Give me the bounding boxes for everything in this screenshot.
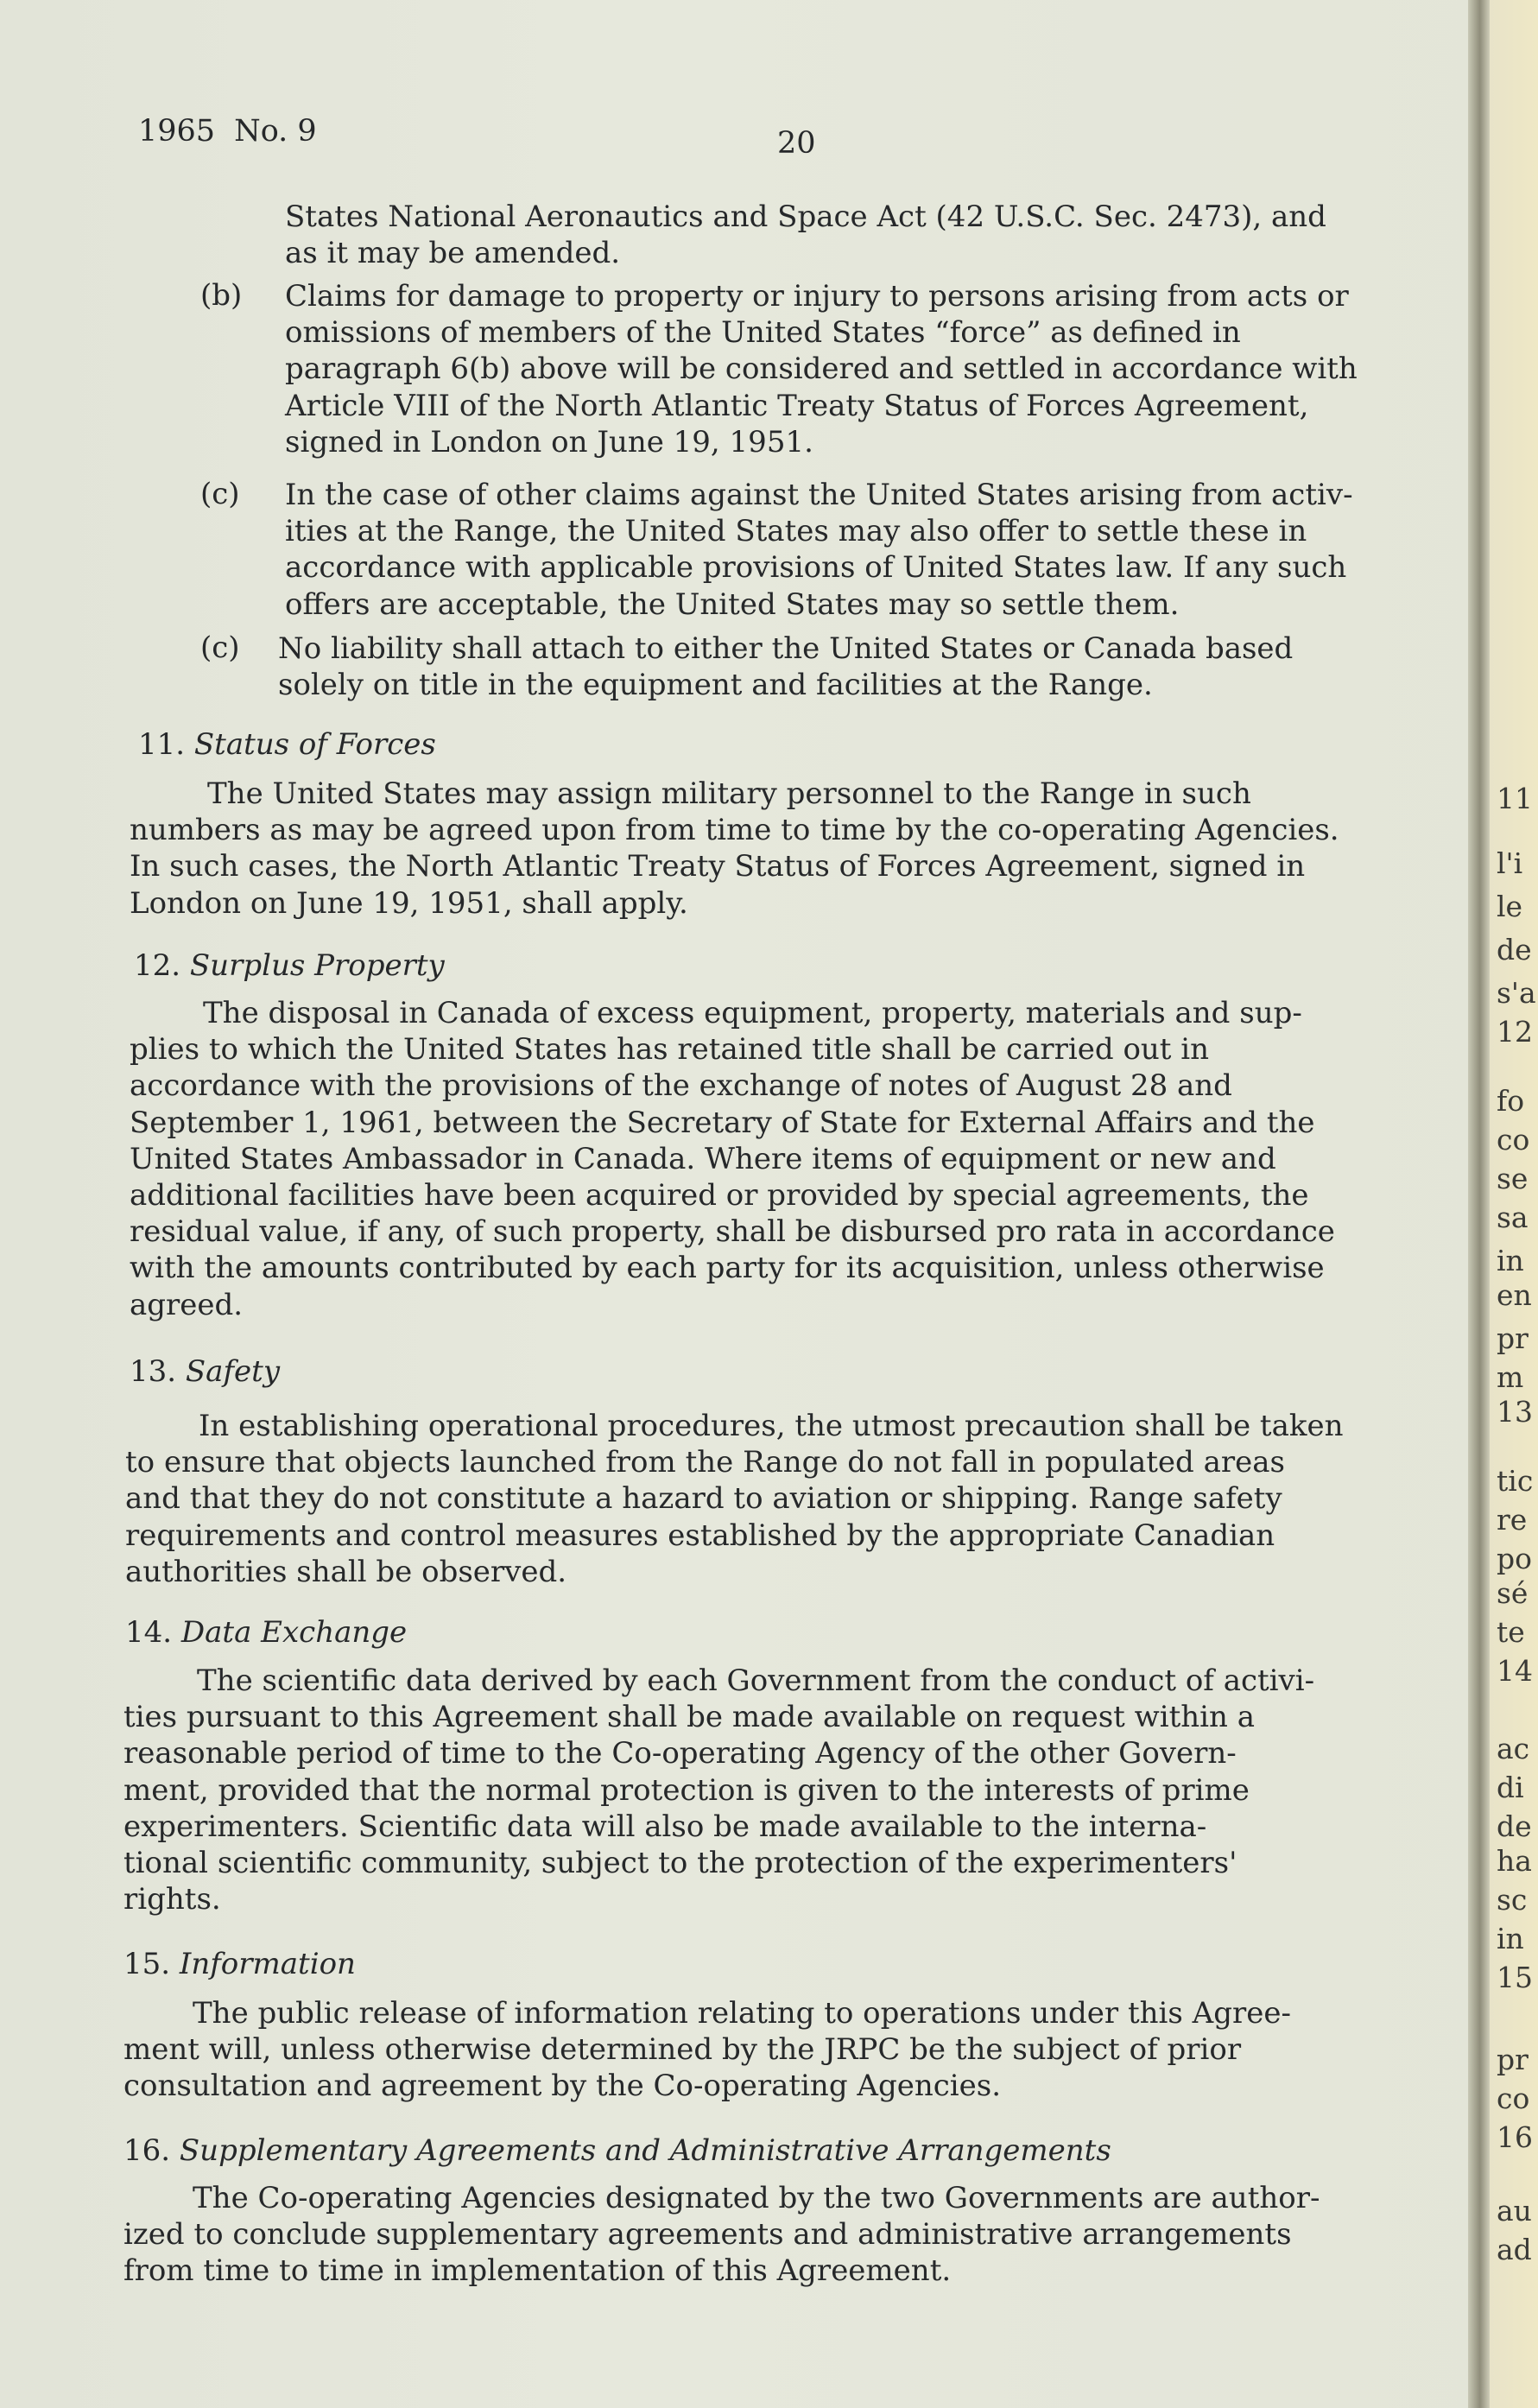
section-heading-13: [130, 1354, 280, 1389]
section-number: 11.: [138, 727, 186, 762]
facing-page-fragment: in: [1497, 1244, 1524, 1277]
text-line: United States Ambassador in Canada. Where items of equipment or new and: [130, 1141, 1276, 1176]
page-header: [138, 114, 1451, 166]
facing-page-fragment: in: [1497, 1922, 1524, 1955]
section-paragraph-15: [123, 1995, 1438, 2105]
facing-page-fragment: 14: [1497, 1654, 1533, 1688]
section-title: Information: [179, 1947, 356, 1981]
facing-page-fragment: ad: [1497, 2233, 1532, 2266]
item-label: (c): [200, 631, 240, 665]
text-line: agreed.: [130, 1287, 244, 1322]
text-line: States National Aeronautics and Space Act (42 U.S.C. Sec. 2473), and: [285, 200, 1326, 234]
facing-page-fragment: co: [1497, 2082, 1530, 2115]
facing-page-fragment: 16: [1497, 2120, 1533, 2154]
facing-page-fragment: pr: [1497, 1321, 1529, 1355]
text-line: paragraph 6(b) above will be considered and settled in accordance with: [285, 352, 1358, 387]
item-paragraph: [278, 631, 1438, 703]
facing-page-fragment: sc: [1497, 1883, 1528, 1917]
text-line: No liability shall attach to either the United States or Canada based: [278, 631, 1294, 666]
facing-page-fragment: m: [1497, 1360, 1524, 1394]
text-line: residual value, if any, of such property, shall be disbursed pro rata in accordance: [130, 1214, 1335, 1250]
text-line: numbers as may be agreed upon from time to time by the co-operating Agencies.: [130, 813, 1339, 848]
facing-page-fragment: fo: [1497, 1084, 1525, 1118]
section-number: 14.: [125, 1615, 173, 1650]
text-line: The scientific data derived by each Government from the conduct of activi-: [197, 1663, 1315, 1698]
text-line: Claims for damage to property or injury to persons arising from acts or: [285, 279, 1349, 314]
facing-page-fragment: en: [1497, 1278, 1532, 1312]
item-paragraph: [285, 278, 1438, 460]
text-line: The disposal in Canada of excess equipment, property, materials and sup-: [203, 996, 1302, 1030]
section-number: 16.: [123, 2133, 171, 2168]
text-line: authorities shall be observed.: [125, 1554, 567, 1589]
text-line: London on June 19, 1951, shall apply.: [130, 885, 688, 921]
text-line: and that they do not constitute a hazard to aviation or shipping. Range safety: [125, 1481, 1282, 1517]
facing-page-fragment: de: [1497, 933, 1532, 966]
text-line: Article VIII of the North Atlantic Treaty Status of Forces Agreement,: [285, 388, 1309, 423]
continuation-paragraph: [285, 199, 1438, 271]
section-title: Supplementary Agreements and Administrative Arrangements: [179, 2133, 1111, 2168]
facing-page-edge: [1490, 0, 1538, 2408]
facing-page-fragment: se: [1497, 1162, 1529, 1195]
section-number: 12.: [134, 948, 181, 983]
facing-page-fragment: 12: [1497, 1015, 1533, 1049]
text-line: ities at the Range, the United States may also offer to settle these in: [285, 514, 1307, 549]
facing-page-fragment: sé: [1497, 1576, 1529, 1610]
facing-page-fragment: l'i: [1497, 846, 1523, 880]
text-line: The public release of information relating to operations under this Agree-: [193, 1996, 1291, 2031]
section-heading-16: [123, 2133, 1111, 2168]
section-heading-12: [134, 948, 445, 983]
text-line: ment, provided that the normal protection is given to the interests of prime: [123, 1772, 1250, 1808]
text-line: September 1, 1961, between the Secretary of State for External Affairs and the: [130, 1105, 1315, 1140]
facing-page-fragment: co: [1497, 1123, 1530, 1156]
section-heading-15: [123, 1947, 356, 1981]
section-title: Safety: [185, 1354, 281, 1389]
section-paragraph-16: [123, 2180, 1438, 2290]
text-line: with the amounts contributed by each party for its acquisition, unless otherwise: [130, 1251, 1325, 1286]
facing-page-fragment: au: [1497, 2194, 1532, 2227]
header-citation: [138, 114, 336, 149]
text-line: accordance with applicable provisions of United States law. If any such: [285, 550, 1347, 586]
facing-page-fragment: 11: [1497, 782, 1533, 815]
section-paragraph-12: [130, 995, 1438, 1323]
facing-page-fragment: sa: [1497, 1201, 1529, 1234]
text-line: tional scientific community, subject to the protection of the experimenters': [123, 1846, 1237, 1881]
text-line: solely on title in the equipment and facilities at the Range.: [278, 668, 1153, 703]
text-line: offers are acceptable, the United States may so settle them.: [285, 586, 1180, 622]
facing-page-fragment: re: [1497, 1503, 1528, 1537]
text-line: omissions of members of the United States “force” as defined in: [285, 315, 1241, 351]
header-number: No. 9: [234, 114, 317, 149]
text-line: requirements and control measures established by the appropriate Canadian: [125, 1518, 1275, 1553]
text-line: ment will, unless otherwise determined by the JRPC be the subject of prior: [123, 2032, 1242, 2068]
section-paragraph-13: [125, 1408, 1438, 1590]
header-year: 1965: [138, 114, 216, 149]
facing-page-fragment: tic: [1497, 1464, 1534, 1498]
text-line: signed in London on June 19, 1951.: [285, 424, 813, 459]
text-line: from time to time in implementation of this Agreement.: [123, 2253, 952, 2289]
text-line: In establishing operational procedures, the utmost precaution shall be taken: [199, 1409, 1344, 1443]
text-line: rights.: [123, 1882, 221, 1917]
facing-page-fragment: le: [1497, 890, 1523, 923]
text-line: plies to which the United States has retained title shall be carried out in: [130, 1032, 1210, 1068]
facing-page-fragment: ha: [1497, 1844, 1532, 1878]
facing-page-fragment: te: [1497, 1615, 1525, 1649]
text-line: to ensure that objects launched from the Range do not fall in populated areas: [125, 1445, 1285, 1480]
page-number: 20: [777, 126, 816, 161]
facing-page-fragment: ac: [1497, 1732, 1530, 1765]
text-line: In such cases, the North Atlantic Treaty Status of Forces Agreement, signed in: [130, 849, 1306, 884]
text-line: as it may be amended.: [285, 236, 621, 271]
text-line: consultation and agreement by the Co-operating Agencies.: [123, 2069, 1002, 2104]
section-heading-14: [125, 1615, 407, 1650]
facing-page-fragment: 13: [1497, 1395, 1533, 1429]
text-line: additional facilities have been acquired or provided by special agreements, the: [130, 1178, 1309, 1214]
text-line: In the case of other claims against the United States arising from activ-: [285, 478, 1353, 512]
item-paragraph: [285, 477, 1438, 623]
book-gutter: [1468, 0, 1490, 2408]
text-line: ties pursuant to this Agreement shall be made available on request within a: [123, 1700, 1256, 1735]
facing-page-fragment: s'a: [1497, 976, 1536, 1010]
text-line: The Co-operating Agencies designated by the two Governments are author-: [193, 2181, 1320, 2215]
section-title: Data Exchange: [180, 1615, 408, 1650]
section-heading-11: [138, 727, 436, 762]
section-title: Status of Forces: [193, 727, 436, 762]
text-line: ized to conclude supplementary agreements and administrative arrangements: [123, 2217, 1292, 2253]
section-title: Surplus Property: [189, 948, 445, 983]
text-line: accordance with the provisions of the exchange of notes of August 28 and: [130, 1068, 1232, 1104]
text-line: reasonable period of time to the Co-operating Agency of the other Govern-: [123, 1736, 1237, 1771]
section-number: 13.: [130, 1354, 177, 1389]
facing-page-fragment: pr: [1497, 2043, 1529, 2076]
facing-page-fragment: de: [1497, 1809, 1532, 1843]
item-label: (c): [200, 477, 240, 511]
facing-page-fragment: di: [1497, 1771, 1524, 1804]
section-number: 15.: [123, 1947, 171, 1981]
item-label: (b): [200, 278, 243, 313]
text-line: The United States may assign military personnel to the Range in such: [207, 776, 1251, 811]
text-line: experimenters. Scientific data will also be made available to the interna-: [123, 1809, 1207, 1844]
facing-page-fragment: 15: [1497, 1961, 1533, 1994]
facing-page-fragment: po: [1497, 1542, 1532, 1575]
section-paragraph-14: [123, 1663, 1438, 1917]
section-paragraph-11: [130, 776, 1438, 922]
